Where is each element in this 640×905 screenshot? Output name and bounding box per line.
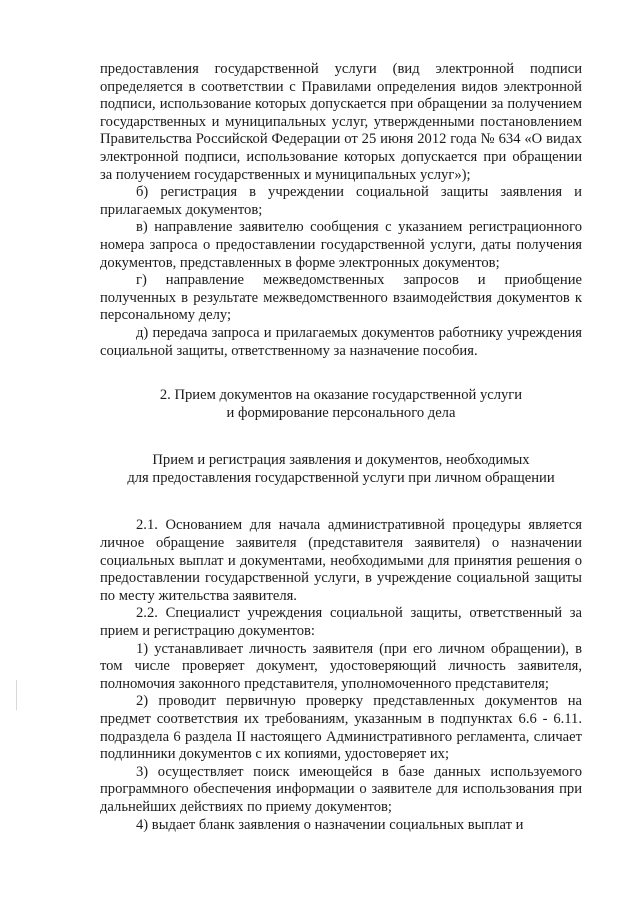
document-body (100, 61, 582, 834)
paragraph-item-v: в) направление заявителю сообщения с указанием регистрационного номера запроса о предоставлении государственной услуги, даты получения документов, представленных в форме электронных документов; (100, 219, 582, 271)
section-heading-line-2: и формирование персонального дела (226, 404, 456, 421)
paragraph-step-2: 2) проводит первичную проверку представленных документов на предмет соответствия их требованиям, указанным в подпунктах 6.6 - 6.11. подраздела 6 раздела II настоящего Административного регламента, сличает подлинники документов с их копиями, удостоверяет их; (100, 693, 582, 763)
paragraph-item-g: г) направление межведомственных запросов и приобщение полученных в результате межведомственного взаимодействия документов к персональному делу; (100, 272, 582, 324)
paragraph-step-3: 3) осуществляет поиск имеющейся в базе данных используемого программного обеспечения информации о заявителе для использования при дальнейших действиях по приему документов; (100, 763, 582, 815)
paragraph-2-1: 2.1. Основанием для начала административной процедуры является личное обращение заявителя (представителя заявителя) о назначении социальных выплат и документами, необходимыми для принятия решения о предоставлении государственной услуги, в учреждение социальной защиты по месту жительства заявителя. (100, 517, 582, 604)
paragraph-2-2: 2.2. Специалист учреждения социальной защиты, ответственный за прием и регистрацию документов: (100, 605, 582, 640)
paragraph-step-4: 4) выдает бланк заявления о назначении социальных выплат и (136, 816, 524, 833)
paragraph-continuation: предоставления государственной услуги (вид электронной подписи определяется в соответствии с Правилами определения видов электронной подписи, использование которых допускается при обращении за получением государственных и муниципальных услуг, утвержденными постановлением Правительства Российской Федерации от 25 июня 2012 года № 634 «О видах электронной подписи, использование которых допускается при обращении за получением государственных и муниципальных услуг»); (100, 61, 582, 183)
sub-heading-line-1: Прием и регистрация заявления и документов, необходимых (152, 452, 530, 469)
sub-heading (100, 452, 582, 487)
section-heading-line-1: 2. Прием документов на оказание государственной услуги (159, 387, 523, 404)
section-heading (100, 387, 582, 422)
paragraph-item-d: д) передача запроса и прилагаемых документов работнику учреждения социальной защиты, ответственному за назначение пособия. (100, 324, 582, 359)
scan-artifact (16, 680, 17, 710)
sub-heading-line-2: для предоставления государственной услуги при личном обращении (127, 469, 555, 486)
paragraph-item-b: б) регистрация в учреждении социальной защиты заявления и прилагаемых документов; (100, 184, 582, 218)
paragraph-step-1: 1) устанавливает личность заявителя (при его личном обращении), в том числе проверяет документ, удостоверяющий личность заявителя, полномочия законного представителя, уполномоченного представителя; (100, 640, 582, 692)
